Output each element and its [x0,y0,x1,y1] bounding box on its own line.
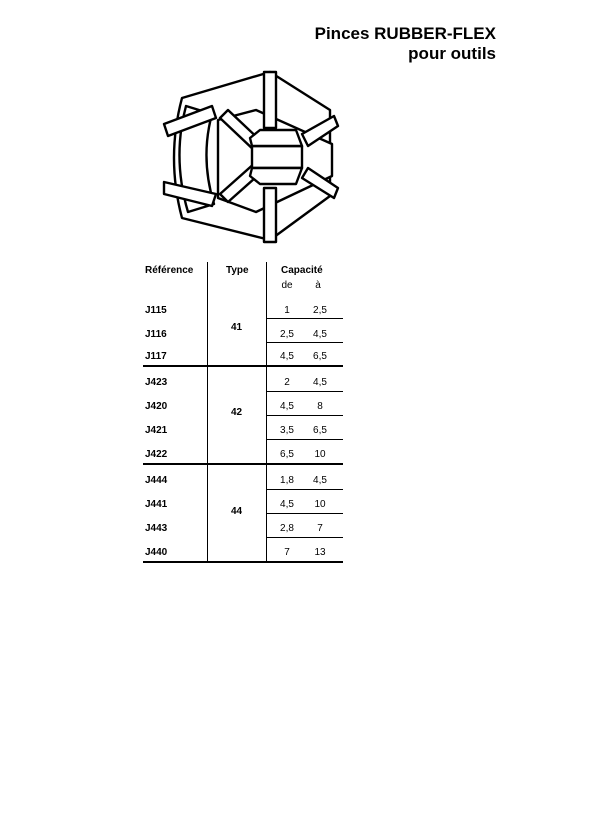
capacity-to-value: 2,5 [313,305,327,316]
column-separator [266,293,267,366]
row-divider [267,537,343,538]
capacity-from-value: 4,5 [280,499,294,510]
header-capacity-from: de [281,280,293,291]
capacity-to-value: 6,5 [313,351,327,362]
row-divider [267,415,343,416]
capacity-to-value: 4,5 [313,475,327,486]
capacity-from-value: 4,5 [280,351,294,362]
type-value: 42 [231,407,243,418]
row-divider [267,489,343,490]
reference-value: J443 [145,523,168,534]
type-value: 44 [231,506,243,517]
type-value: 41 [231,322,243,333]
reference-value: J420 [145,401,168,412]
capacity-to-value: 4,5 [313,329,327,340]
row-divider [267,342,343,343]
header-reference: Référence [145,265,194,276]
capacity-from-value: 1 [284,305,290,316]
title-line-1: Pinces RUBBER-FLEX [314,24,496,43]
capacity-from-value: 4,5 [280,401,294,412]
column-separator [207,464,208,562]
reference-value: J444 [145,475,168,486]
column-separator [207,366,208,464]
title-line-2: pour outils [408,44,496,63]
capacity-to-value: 10 [314,449,326,460]
column-separator [207,262,208,294]
capacity-from-value: 2,5 [280,329,294,340]
group-divider [143,365,343,367]
reference-value: J441 [145,499,168,510]
capacity-to-value: 7 [317,523,323,534]
capacity-from-value: 2,8 [280,523,294,534]
reference-value: J116 [145,329,167,340]
row-divider [267,318,343,319]
capacity-from-value: 3,5 [280,425,294,436]
capacity-from-value: 6,5 [280,449,294,460]
reference-value: J421 [145,425,168,436]
capacity-to-value: 10 [314,499,326,510]
reference-value: J117 [145,351,167,362]
capacity-from-value: 2 [284,377,290,388]
row-divider [267,391,343,392]
capacity-to-value: 4,5 [313,377,327,388]
capacity-from-value: 1,8 [280,475,294,486]
row-divider [267,513,343,514]
row-divider [267,439,343,440]
reference-value: J115 [145,305,167,316]
header-capacity-to: à [315,280,321,291]
capacity-to-value: 8 [317,401,323,412]
group-divider [143,463,343,465]
capacity-from-value: 7 [284,547,290,558]
capacity-to-value: 13 [314,547,326,558]
header-type: Type [226,265,249,276]
reference-value: J422 [145,449,168,460]
header-capacity: Capacité [281,265,323,276]
capacity-to-value: 6,5 [313,425,327,436]
reference-value: J423 [145,377,168,388]
column-separator [207,293,208,366]
column-separator [266,262,267,294]
table-bottom-border [143,561,343,563]
reference-value: J440 [145,547,168,558]
